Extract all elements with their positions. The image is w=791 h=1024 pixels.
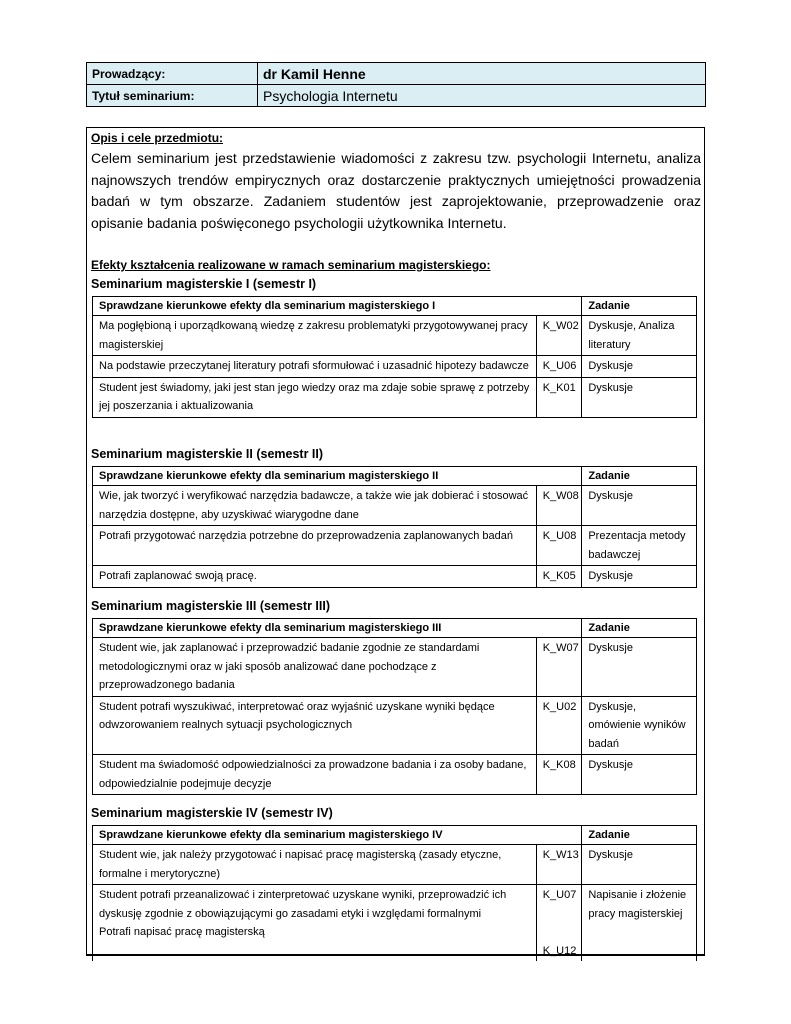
code-text-2: K_U12 [542,944,577,957]
task-cell: Dyskusje, Analiza literatury [582,316,697,356]
effect-cell [93,885,537,962]
task-cell: Dyskusje, omówienie wyników badań [582,696,697,755]
col-effects-header: Sprawdzane kierunkowe efekty dla seminarium magisterskiego IV [93,826,582,845]
effect-cell: Student wie, jak zaplanować i przeprowadzić badanie zgodnie ze standardami metodologicznymi oraz w jaki sposób analizować dane pochodzące z przeprowadzonego badania [93,638,537,697]
table-header-row [93,826,697,845]
effect-text-2: Potrafi napisać pracę magisterską [99,926,265,938]
table-row [93,696,697,755]
col-effects-header: Sprawdzane kierunkowe efekty dla seminarium magisterskiego III [93,619,582,638]
lecturer-row [87,63,706,85]
col-task-header: Zadanie [582,826,697,845]
table-row [93,885,697,962]
title-value: Psychologia Internetu [258,85,706,107]
lecturer-value: dr Kamil Henne [258,63,706,85]
code-cell: K_W08 [536,486,582,526]
task-cell: Dyskusje [582,377,697,417]
task-cell: Dyskusje [582,486,697,526]
semester-1-title: Seminarium magisterskie I (semestr I) [91,277,317,291]
col-task-header: Zadanie [582,297,697,316]
effect-cell: Student wie, jak należy przygotować i napisać pracę magisterską (zasady etyczne, formalne i merytoryczne) [93,845,537,885]
table-row [93,845,697,885]
col-task-header: Zadanie [582,467,697,486]
lecturer-label: Prowadzący: [87,63,258,85]
effect-cell: Student ma świadomość odpowiedzialności za prowadzone badania i za osoby badane, odpowiedzialnie podejmuje decyzje [93,755,537,795]
code-cell: K_W07 [536,638,582,697]
title-label: Tytuł seminarium: [87,85,258,107]
code-cell: K_U08 [536,526,582,566]
code-cell: K_K08 [536,755,582,795]
code-cell: K_U06 [536,356,582,378]
effect-cell: Ma pogłębioną i uporządkowaną wiedzę z zakresu problematyki przygotowywanej pracy magisterskiej [93,316,537,356]
col-effects-header: Sprawdzane kierunkowe efekty dla seminarium magisterskiego II [93,467,582,486]
col-task-header: Zadanie [582,619,697,638]
code-cell: K_U02 [536,696,582,755]
table-header-row [93,467,697,486]
title-row [87,85,706,107]
task-cell: Dyskusje [582,356,697,378]
code-cell [536,885,582,962]
task-cell: Dyskusje [582,566,697,588]
description-text: Celem seminarium jest przedstawienie wiadomości z zakresu tzw. psychologii Internetu, analiza najnowszych trendów empirycznych oraz dostarczenie praktycznych umiejętności prowadzenia badań w tym obszarze. Zadaniem studentów jest zaprojektowanie, przeprowadzenie oraz opisanie badania poświęconego psychologii użytkownika Internetu. [91,150,701,232]
task-cell: Dyskusje [582,755,697,795]
semester-4-table [92,825,697,961]
semester-3-table [92,618,697,795]
table-row [93,526,697,566]
description-heading: Opis i cele przedmiotu: [91,131,224,145]
header-table [86,62,706,107]
code-text: K_U07 [542,889,577,901]
semester-3-title: Seminarium magisterskie III (semestr III) [91,599,330,613]
code-cell: K_K05 [536,566,582,588]
table-row [93,377,697,417]
effect-cell: Student potrafi wyszukiwać, interpretować oraz wyjaśnić uzyskane wyniki będące odwzorowaniem realnych sytuacji psychologicznych [93,696,537,755]
table-row [93,638,697,697]
effect-cell: Student jest świadomy, jaki jest stan jego wiedzy oraz ma zdaje sobie sprawę z potrzeby jej poszerzania i aktualizowania [93,377,537,417]
task-cell: Dyskusje [582,638,697,697]
table-row [93,486,697,526]
table-header-row [93,619,697,638]
semester-2-title: Seminarium magisterskie II (semestr II) [91,447,324,461]
col-effects-header: Sprawdzane kierunkowe efekty dla seminarium magisterskiego I [93,297,582,316]
code-cell: K_W13 [536,845,582,885]
task-cell: Prezentacja metody badawczej [582,526,697,566]
effect-cell: Potrafi przygotować narzędzia potrzebne do przeprowadzenia zaplanowanych badań [93,526,537,566]
effect-cell: Wie, jak tworzyć i weryfikować narzędzia badawcze, a także wie jak dobierać i stosować narzędzia dostępne, aby uzyskiwać wiarygodne dane [93,486,537,526]
table-header-row [93,297,697,316]
effect-cell: Potrafi zaplanować swoją pracę. [93,566,537,588]
table-row [93,316,697,356]
table-row [93,356,697,378]
effects-heading: Efekty kształcenia realizowane w ramach seminarium magisterskiego: [91,258,491,272]
table-row [93,755,697,795]
effect-cell: Na podstawie przeczytanej literatury potrafi sformułować i uzasadnić hipotezy badawcze [93,356,537,378]
semester-2-table [92,466,697,588]
effect-text: Student potrafi przeanalizować i zinterpretować uzyskane wyniki, przeprowadzić ich dyskusję zgodnie z obowiązującymi go zasadami etyki i względami formalnymi [99,889,507,920]
code-cell: K_K01 [536,377,582,417]
task-cell: Napisanie i złożenie pracy magisterskiej [582,885,697,962]
task-cell: Dyskusje [582,845,697,885]
code-cell: K_W02 [536,316,582,356]
semester-4-title: Seminarium magisterskie IV (semestr IV) [91,806,333,820]
table-row [93,566,697,588]
semester-1-table [92,296,697,418]
code-spacer [543,905,576,942]
